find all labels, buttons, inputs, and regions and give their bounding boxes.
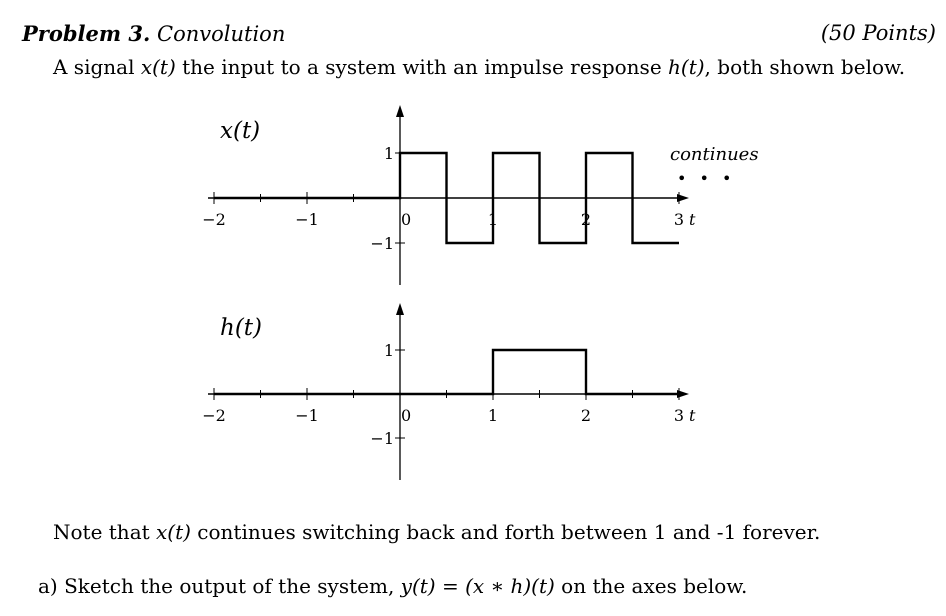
h-y-tick-label: −1: [370, 429, 394, 448]
h-y-axis-arrow: [396, 303, 404, 315]
x-x-tick-label: −1: [295, 210, 319, 229]
continues-annotation: continues: [670, 144, 759, 165]
part-a-question: [38, 574, 747, 598]
h-signal-line: [214, 350, 679, 394]
problem-topic: Convolution: [157, 22, 286, 46]
x-plot-title: x(t): [220, 118, 261, 144]
part-a-formula: y(t) = (x ∗ h)(t): [400, 574, 555, 598]
x-x-tick-label: 3: [673, 210, 685, 229]
h-plot-title: h(t): [220, 315, 263, 341]
intro-text-3: , both shown below.: [704, 55, 906, 79]
note-text-2: continues switching back and forth between 1 and -1 forever.: [190, 520, 821, 544]
h-x-tick-label: 0: [401, 406, 412, 425]
x-y-tick-label: −1: [370, 234, 394, 253]
h-x-tick-label: −2: [202, 406, 226, 425]
intro-text-2: the input to a system with an impulse response: [175, 55, 669, 79]
continues-ellipsis: • • •: [677, 169, 736, 188]
h-x-tick-label: −1: [295, 406, 319, 425]
x-x-tick-label: −2: [202, 210, 226, 229]
part-a-text-2: on the axes below.: [554, 574, 748, 598]
x-x-label: t: [689, 210, 696, 229]
h-y-tick-label: 1: [383, 341, 394, 360]
problem-label: Problem 3.: [22, 21, 151, 46]
h-symbol: h(t): [668, 55, 705, 79]
h-x-tick-label: 1: [487, 406, 499, 425]
points-label: (50 Points): [820, 21, 936, 45]
h-x-tick-label: 2: [580, 406, 592, 425]
part-a-label: a): [38, 574, 58, 598]
part-a-text-1: Sketch the output of the system,: [57, 574, 401, 598]
x-y-tick-label: 1: [383, 144, 394, 163]
x-x-tick-label: 2: [580, 210, 592, 229]
x-y-axis-arrow: [396, 105, 404, 117]
h-x-tick-label: 3: [673, 406, 685, 425]
x-symbol: x(t): [140, 55, 176, 79]
note-text-1: Note that: [53, 520, 157, 544]
note-paragraph: [53, 520, 820, 544]
intro-text-1: A signal: [53, 55, 141, 79]
x-x-tick-label: 1: [487, 210, 499, 229]
x-x-tick-label: 0: [401, 210, 412, 229]
note-x-symbol: x(t): [156, 520, 191, 544]
h-x-label: t: [689, 406, 696, 425]
